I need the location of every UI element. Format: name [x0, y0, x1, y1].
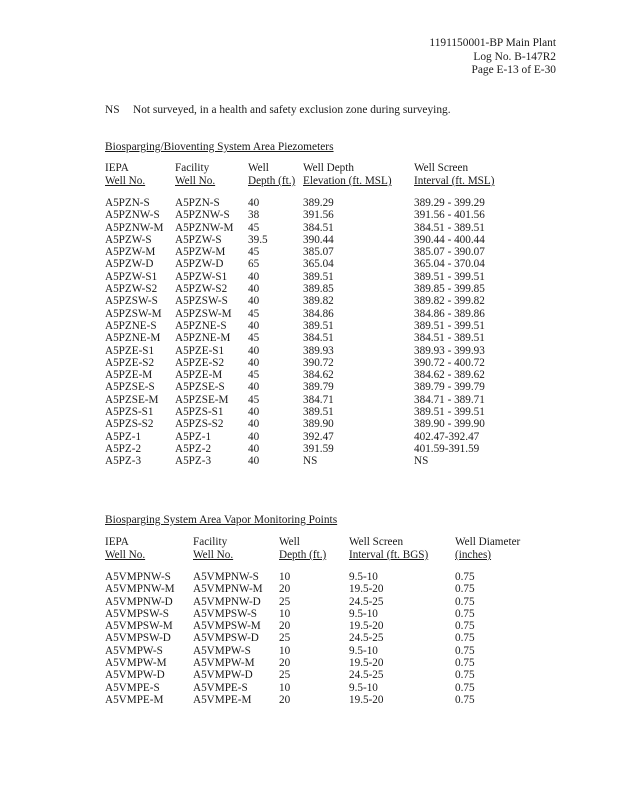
table-cell: 384.71: [303, 393, 334, 406]
table-cell: A5PZNE-S: [105, 319, 157, 332]
table-cell: 385.07 - 390.07: [414, 246, 485, 259]
table-cell: 365.04: [303, 258, 334, 271]
table-cell: 389.85 - 399.85: [414, 283, 485, 296]
header-cell: IEPA: [105, 162, 129, 174]
table-cell: 25: [279, 632, 291, 645]
table-cell: 25: [279, 669, 291, 682]
section-title-piezometers: Biosparging/Bioventing System Area Piezometers: [105, 141, 334, 153]
table-cell: A5VMPNW-S: [193, 571, 259, 583]
table-cell: 0.75: [455, 620, 475, 633]
table-cell: A5PZE-S2: [175, 356, 225, 369]
table-row: [105, 456, 534, 468]
table-cell: A5PZW-S: [175, 233, 222, 246]
table-cell: 390.44 - 400.44: [414, 233, 485, 246]
table-cell: A5PZSE-S: [105, 381, 155, 394]
table-cell: 389.51: [303, 270, 334, 283]
table-cell: 10: [279, 644, 291, 657]
table-cell: A5PZE-S2: [105, 356, 155, 369]
table-cell: 389.79: [303, 381, 334, 394]
table-cell: 389.29: [303, 197, 334, 209]
table-cell: 389.51 - 399.51: [414, 270, 485, 283]
table-cell: 20: [279, 620, 291, 633]
table-cell: A5PZW-S1: [105, 270, 158, 283]
table-cell: 9.5-10: [349, 607, 378, 620]
header-page-number: Page E-13 of E-30: [471, 64, 556, 76]
header-cell: Well No.: [193, 549, 234, 561]
table-cell: A5VMPSW-S: [193, 607, 258, 620]
table-row: [105, 597, 545, 609]
table-cell: 389.85: [303, 283, 334, 296]
table-cell: A5PZ-3: [105, 455, 142, 468]
table-cell: 39.5: [248, 233, 268, 246]
table-cell: 390.72: [303, 356, 334, 369]
table-cell: 19.5-20: [349, 657, 384, 670]
table-cell: A5PZE-S1: [175, 344, 225, 357]
table-cell: 40: [248, 197, 260, 209]
table-cell: A5VMPW-S: [193, 644, 251, 657]
header-cell: (inches): [455, 549, 492, 561]
table-row: [105, 296, 534, 308]
table-cell: NS: [414, 455, 429, 468]
header-cell: Elevation (ft. MSL): [303, 175, 392, 187]
table-cell: 0.75: [455, 607, 475, 620]
table-cell: 19.5-20: [349, 620, 384, 633]
table-cell: 384.86: [303, 307, 334, 320]
table-cell: 20: [279, 657, 291, 670]
table-cell: 401.59-391.59: [414, 442, 480, 455]
table-cell: 391.56 - 401.56: [414, 209, 485, 222]
table-cell: A5VMPE-M: [193, 693, 252, 706]
table-row: [105, 658, 545, 670]
table-cell: 65: [248, 258, 260, 271]
table-cell: A5PZW-S2: [175, 283, 228, 296]
table-cell: 391.56: [303, 209, 334, 222]
table-cell: A5PZW-D: [175, 258, 224, 271]
table-cell: A5PZ-2: [175, 442, 212, 455]
table-cell: A5PZSW-S: [175, 295, 228, 308]
header-cell: Well Screen: [414, 162, 469, 174]
header-cell: Well No.: [105, 175, 146, 187]
ns-footnote: [105, 105, 451, 116]
table-cell: 40: [248, 283, 260, 296]
table-cell: 40: [248, 356, 260, 369]
table-cell: 9.5-10: [349, 644, 378, 657]
table-cell: 389.93: [303, 344, 334, 357]
table-cell: 384.51: [303, 332, 334, 345]
table-cell: 45: [248, 221, 260, 234]
table-cell: 25: [279, 595, 291, 608]
header-log-number: Log No. B-147R2: [473, 50, 556, 63]
header-cell: Well Screen: [349, 536, 404, 548]
table-cell: A5PZSW-M: [105, 307, 162, 320]
table-cell: A5PZSW-S: [105, 295, 158, 308]
table-row: [105, 633, 545, 645]
table-cell: 384.51 - 389.51: [414, 332, 485, 345]
table-cell: 20: [279, 693, 291, 706]
table-cell: 24.5-25: [349, 595, 384, 608]
header-cell: Well: [279, 536, 300, 548]
table-cell: 45: [248, 307, 260, 320]
table-cell: 0.75: [455, 657, 475, 670]
table-cell: 384.62: [303, 369, 334, 382]
table-cell: 40: [248, 344, 260, 357]
table-cell: 45: [248, 332, 260, 345]
table-cell: 389.79 - 399.79: [414, 381, 485, 394]
table-cell: 40: [248, 455, 260, 468]
table-cell: A5PZS-S1: [105, 406, 154, 419]
ns-key: NS: [105, 104, 120, 116]
table-cell: A5VMPW-M: [193, 657, 255, 670]
table-cell: A5PZSE-M: [175, 393, 229, 406]
table-cell: A5PZW-M: [175, 246, 226, 259]
table-cell: 392.47: [303, 430, 334, 443]
table-cell: A5VMPW-M: [105, 657, 167, 670]
table-cell: A5PZSE-S: [175, 381, 225, 394]
table-cell: 390.72 - 400.72: [414, 356, 485, 369]
table-cell: A5PZ-1: [175, 430, 212, 443]
table-cell: A5PZE-S1: [105, 344, 155, 357]
table-cell: A5PZW-D: [105, 258, 154, 271]
table-cell: 389.51 - 399.51: [414, 406, 485, 419]
table-cell: 390.44: [303, 233, 334, 246]
table-cell: 19.5-20: [349, 693, 384, 706]
table-cell: 0.75: [455, 632, 475, 645]
table-cell: A5PZ-3: [175, 455, 212, 468]
table-cell: 45: [248, 246, 260, 259]
table-row: [105, 695, 545, 707]
table-row: [105, 259, 534, 271]
table-cell: A5VMPE-M: [105, 693, 164, 706]
table-cell: A5VMPNW-D: [193, 595, 261, 608]
table-cell: 389.93 - 399.93: [414, 344, 485, 357]
table-row: [105, 683, 545, 695]
table-cell: A5PZNW-M: [175, 221, 234, 234]
table-cell: 389.51: [303, 319, 334, 332]
table-cell: 38: [248, 209, 260, 222]
table-cell: 389.51: [303, 406, 334, 419]
table-cell: A5PZNW-S: [105, 209, 160, 222]
header-project-id: 1191150001-BP Main Plant: [429, 37, 556, 49]
table-cell: A5VMPE-S: [105, 681, 160, 694]
table-cell: 384.86 - 389.86: [414, 307, 485, 320]
table-cell: 19.5-20: [349, 583, 384, 596]
ns-text: Not surveyed, in a health and safety exclusion zone during surveying.: [133, 104, 451, 116]
table-cell: A5VMPNW-S: [105, 571, 171, 583]
table-cell: 384.62 - 389.62: [414, 369, 485, 382]
table-cell: A5PZW-M: [105, 246, 156, 259]
table-cell: 45: [248, 369, 260, 382]
vapor-points-table: [105, 537, 545, 707]
table-cell: A5PZN-S: [175, 197, 220, 209]
table-cell: 389.51 - 399.51: [414, 319, 485, 332]
table-cell: 391.59: [303, 442, 334, 455]
table-cell: 389.90 - 399.90: [414, 418, 485, 431]
table-cell: 45: [248, 393, 260, 406]
table-cell: 402.47-392.47: [414, 430, 480, 443]
table-row: [105, 346, 534, 358]
table-cell: A5VMPNW-D: [105, 595, 173, 608]
table-cell: A5VMPW-D: [193, 669, 253, 682]
table-cell: 0.75: [455, 681, 475, 694]
header-cell: Interval (ft. MSL): [414, 175, 495, 187]
table-cell: A5PZSW-M: [175, 307, 232, 320]
table-cell: A5PZNE-M: [175, 332, 231, 345]
table-cell: A5PZ-2: [105, 442, 142, 455]
table-cell: A5PZNW-S: [175, 209, 230, 222]
table-cell: A5PZS-S2: [175, 418, 224, 431]
table-cell: A5PZE-M: [175, 369, 223, 382]
piezometers-table: [105, 163, 534, 469]
table-cell: 24.5-25: [349, 632, 384, 645]
table-cell: A5VMPNW-M: [105, 583, 175, 596]
table-cell: 389.90: [303, 418, 334, 431]
page-header: [429, 37, 556, 78]
table-cell: A5PZW-S1: [175, 270, 228, 283]
table-cell: A5VMPE-S: [193, 681, 248, 694]
table-cell: A5PZE-M: [105, 369, 153, 382]
table-cell: 20: [279, 583, 291, 596]
table-cell: 0.75: [455, 571, 475, 583]
table-cell: 9.5-10: [349, 681, 378, 694]
table-cell: A5PZSE-M: [105, 393, 159, 406]
vapor-points-table-body: [105, 563, 545, 707]
section-title-vapor-points: Biosparging System Area Vapor Monitoring Points: [105, 514, 338, 526]
table-cell: A5PZ-1: [105, 430, 142, 443]
table-cell: A5VMPSW-D: [193, 632, 259, 645]
table-cell: 10: [279, 607, 291, 620]
table-cell: 389.29 - 399.29: [414, 197, 485, 209]
table-cell: 10: [279, 681, 291, 694]
table-cell: 10: [279, 571, 291, 583]
header-cell: Depth (ft.): [248, 175, 296, 187]
table-cell: 40: [248, 381, 260, 394]
header-cell: Well Depth: [303, 162, 354, 174]
header-cell: Well No.: [105, 549, 146, 561]
table-cell: 0.75: [455, 693, 475, 706]
table-cell: A5PZNE-M: [105, 332, 161, 345]
table-cell: A5PZS-S1: [175, 406, 224, 419]
table-cell: A5VMPSW-M: [105, 620, 173, 633]
table-cell: A5PZN-S: [105, 197, 150, 209]
table-row: [105, 210, 534, 222]
table-cell: 389.82: [303, 295, 334, 308]
table-row: [105, 621, 545, 633]
table-cell: 384.51: [303, 221, 334, 234]
header-cell: Well Diameter: [455, 536, 521, 548]
header-cell: IEPA: [105, 536, 129, 548]
table-cell: 40: [248, 442, 260, 455]
spacer-row: [105, 563, 545, 572]
header-cell: Interval (ft. BGS): [349, 549, 429, 561]
table-row: [105, 419, 534, 431]
table-cell: A5VMPSW-D: [105, 632, 171, 645]
table-row: [105, 382, 534, 394]
table-row: [105, 444, 534, 456]
table-cell: 389.82 - 399.82: [414, 295, 485, 308]
header-cell: Well No.: [175, 175, 216, 187]
table-cell: A5VMPW-S: [105, 644, 163, 657]
table-cell: 40: [248, 430, 260, 443]
table-cell: 40: [248, 270, 260, 283]
table-cell: 0.75: [455, 595, 475, 608]
table-cell: 40: [248, 406, 260, 419]
table-cell: A5PZW-S2: [105, 283, 158, 296]
table-cell: A5VMPSW-M: [193, 620, 261, 633]
table-cell: 40: [248, 418, 260, 431]
table-cell: 384.71 - 389.71: [414, 393, 485, 406]
table-cell: A5VMPNW-M: [193, 583, 263, 596]
header-cell: Well: [248, 162, 269, 174]
table-header-row: [105, 176, 534, 189]
table-cell: A5PZNW-M: [105, 221, 164, 234]
header-cell: Depth (ft.): [279, 549, 327, 561]
header-cell: Facility: [193, 536, 228, 548]
table-cell: 9.5-10: [349, 571, 378, 583]
table-row: [105, 670, 545, 682]
table-cell: 40: [248, 295, 260, 308]
table-cell: A5VMPW-D: [105, 669, 165, 682]
table-cell: 0.75: [455, 583, 475, 596]
table-row: [105, 333, 534, 345]
table-cell: 384.51 - 389.51: [414, 221, 485, 234]
table-cell: 24.5-25: [349, 669, 384, 682]
table-cell: A5PZW-S: [105, 233, 152, 246]
table-cell: 40: [248, 319, 260, 332]
table-header-row: [105, 550, 545, 563]
table-cell: 0.75: [455, 644, 475, 657]
table-cell: 0.75: [455, 669, 475, 682]
table-cell: 385.07: [303, 246, 334, 259]
table-cell: A5PZS-S2: [105, 418, 154, 431]
table-cell: A5VMPSW-S: [105, 607, 170, 620]
table-cell: A5PZNE-S: [175, 319, 227, 332]
header-cell: Facility: [175, 162, 210, 174]
table-row: [105, 584, 545, 596]
table-row: [105, 646, 545, 658]
table-cell: NS: [303, 455, 318, 468]
piezometers-table-body: [105, 189, 534, 469]
table-cell: 365.04 - 370.04: [414, 258, 485, 271]
